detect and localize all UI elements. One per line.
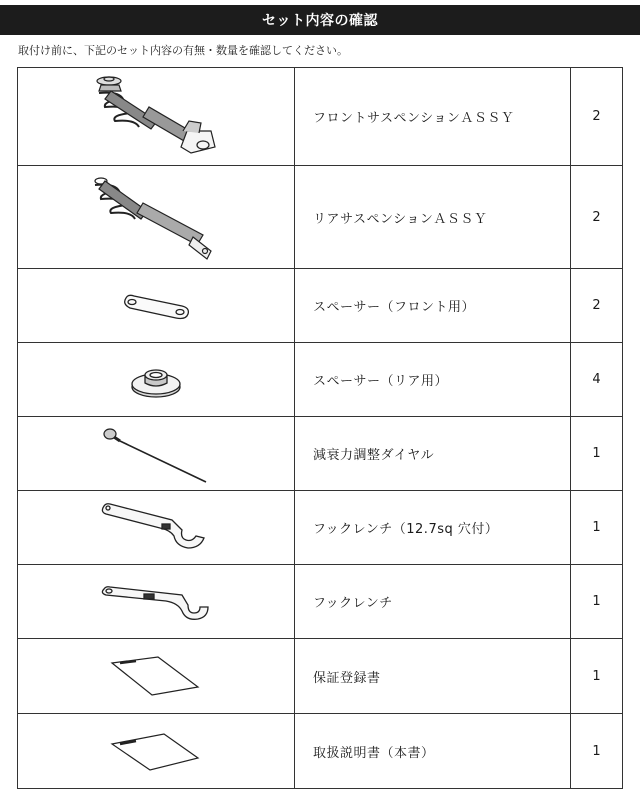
table-row: [18, 343, 623, 417]
item-name: 減衰力調整ダイヤル: [295, 417, 571, 491]
item-qty: 2: [571, 269, 623, 343]
table-row: [18, 166, 623, 269]
front-spacer-icon: [116, 286, 196, 326]
table-row: [18, 269, 623, 343]
section-header: [0, 5, 640, 35]
manual-icon: [106, 728, 206, 774]
item-qty: 1: [571, 491, 623, 565]
front-suspension-icon: [71, 69, 241, 165]
item-name: フックレンチ（12.7sq 穴付）: [295, 491, 571, 565]
rear-suspension-icon: [81, 169, 231, 265]
rear-spacer-icon: [121, 357, 191, 403]
item-qty: 1: [571, 417, 623, 491]
table-row: [18, 714, 623, 789]
intro-text: 取付け前に、下記のセット内容の有無・数量を確認してください。: [18, 44, 348, 57]
table-row: [18, 639, 623, 714]
item-qty: 1: [571, 714, 623, 789]
hook-wrench-icon: [96, 579, 216, 625]
table-row: [18, 491, 623, 565]
table-row: [18, 68, 623, 166]
hook-wrench-square-icon: [96, 498, 216, 558]
item-name: スペーサー（リア用）: [295, 343, 571, 417]
table-row: [18, 565, 623, 639]
item-qty: 1: [571, 639, 623, 714]
item-name: フックレンチ: [295, 565, 571, 639]
item-qty: 1: [571, 565, 623, 639]
item-name: リアサスペンションＡＳＳＹ: [295, 166, 571, 269]
contents-table: [17, 67, 623, 789]
warranty-card-icon: [106, 653, 206, 699]
item-name: 保証登録書: [295, 639, 571, 714]
item-name: スペーサー（フロント用）: [295, 269, 571, 343]
section-title: セット内容の確認: [262, 13, 378, 29]
item-qty: 2: [571, 68, 623, 166]
damping-dial-icon: [96, 422, 216, 486]
table-row: [18, 417, 623, 491]
item-qty: 2: [571, 166, 623, 269]
item-name: フロントサスペンションＡＳＳＹ: [295, 68, 571, 166]
item-qty: 4: [571, 343, 623, 417]
item-name: 取扱説明書（本書）: [295, 714, 571, 789]
